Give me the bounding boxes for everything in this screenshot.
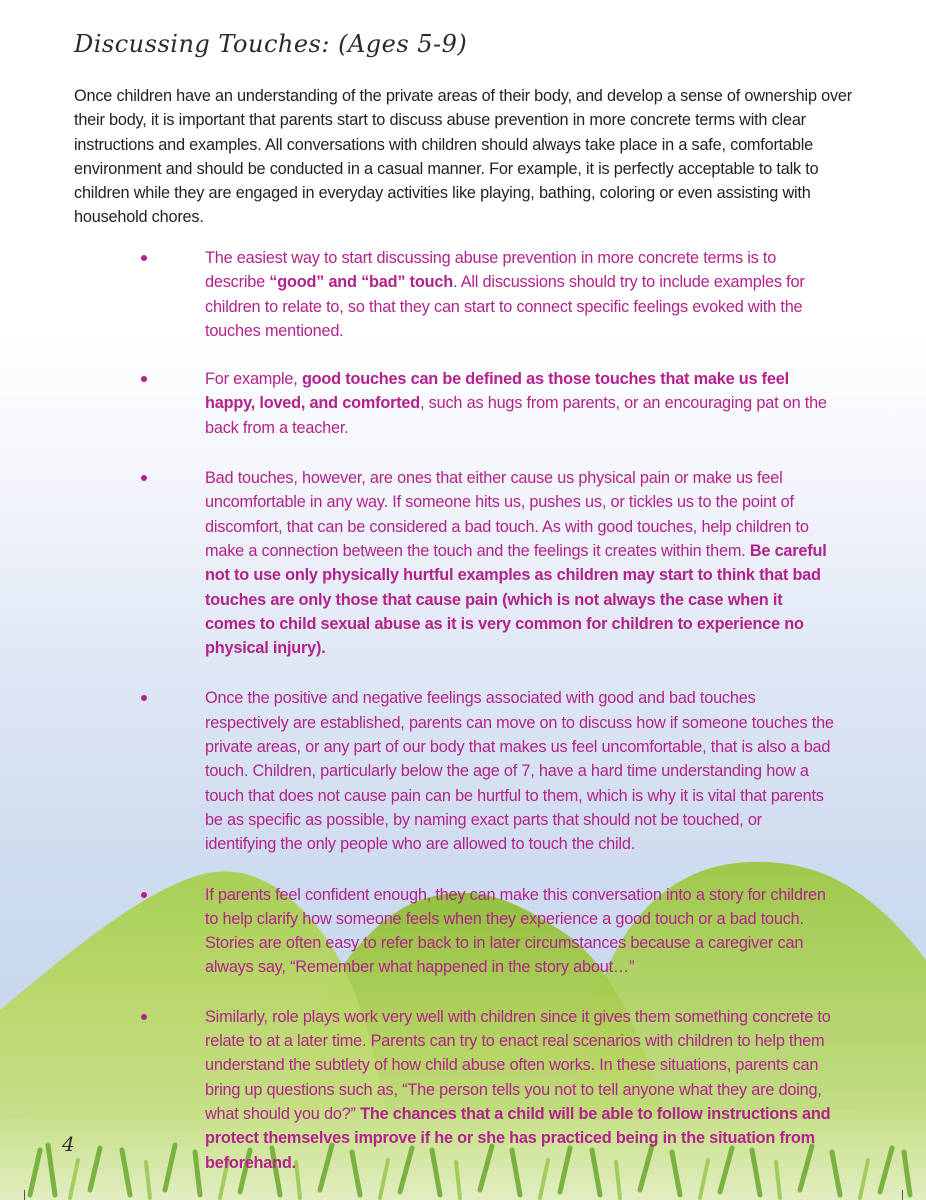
intro-paragraph: Once children have an understanding of the private areas of their body, and develop a sense of ownership over their body, it is important that parents start to discuss abuse prevention in more concrete terms with clear instructions and examples. All conversations with children should always take place in a safe, comfortable environment and should be conducted in a casual manner. For example, it is perfectly acceptable to talk to children while they are engaged in everyday activities like playing, bathing, coloring or even assisting with household chores. xyxy=(74,87,853,227)
crop-mark xyxy=(902,1190,903,1200)
bullet-dot-icon xyxy=(141,892,147,898)
bullet-text: Once the positive and negative feelings associated with good and bad touches respectively are established, parents can move on to discuss how if someone touches the private areas, or any part of our body that makes us feel uncomfortable, that is also a bad touch. Children, particularly below the age of 7, have a hard time understanding how a touch that does not cause pain can be hurtful to them, which is why it is vital that parents be as specific as possible, by naming exact parts that should not be touched, or identifying the only people who are allowed to touch the child. xyxy=(205,689,834,854)
bullet-bold-text: good touches can be defined as those touches that make us feel happy, loved, and comforted xyxy=(205,370,789,413)
bullet-item xyxy=(0,466,837,660)
bullet-list xyxy=(0,246,926,1175)
bullet-text: Bad touches, however, are ones that either cause us physical pain or make us feel uncomfortable in any way. If someone hits us, pushes us, or tickles us to the point of discomfort, that can be considered a bad touch. As with good touches, help children to make a connection between the touch and the feelings it creates within them. xyxy=(205,469,809,560)
bullet-item xyxy=(0,686,837,856)
bullet-dot-icon xyxy=(141,376,147,382)
page-number: 4 xyxy=(62,1132,75,1156)
bullet-dot-icon xyxy=(141,695,147,701)
crop-mark xyxy=(24,1190,25,1200)
bullet-item xyxy=(0,883,837,980)
bullet-dot-icon xyxy=(141,475,147,481)
bullet-bold-text: “good” and “bad” touch xyxy=(269,273,453,292)
bullet-text: The easiest way to start discussing abuse prevention in more concrete terms is to describe xyxy=(205,249,777,292)
bullet-bold-text: Be careful not to use only physically hurtful examples as children may start to think that bad touches are only those that cause pain (which is not always the case when it comes to child sexual abuse as it is very common for children to experience no physical injury). xyxy=(205,541,827,658)
bullet-dot-icon xyxy=(141,1014,147,1020)
bullet-bold-text: The chances that a child will be able to follow instructions and protect themselves improve if he or she has practiced being in the situation from beforehand. xyxy=(205,1104,831,1172)
bullet-item xyxy=(0,1005,837,1175)
bullet-text: If parents feel confident enough, they can make this conversation into a story for children to help clarify how someone feels when they experience a good touch or a bad touch. Stories are often easy to refer back to in later circumstances because a caregiver can always say, “Remember what happened in the story about…” xyxy=(205,885,826,977)
page-title: Discussing Touches: (Ages 5-9) xyxy=(74,30,468,58)
bullet-text: Similarly, role plays work very well with children since it gives them something concrete to relate to at a later time. Parents can try to enact real scenarios with children to help them understand the subtlety of how child abuse often works. In these situations, parents can bring up questions such as, “The person tells you not to tell anyone what they are doing, what should you do?” xyxy=(205,1007,831,1123)
bullet-text: For example, xyxy=(205,370,302,389)
bullet-text: . All discussions should try to include examples for children to relate to, so that they can start to connect specific feelings evoked with the touches mentioned. xyxy=(205,273,805,340)
bullet-item xyxy=(0,367,837,440)
bullet-dot-icon xyxy=(141,255,147,261)
bullet-item xyxy=(0,246,837,343)
bullet-text: , such as hugs from parents, or an encouraging pat on the back from a teacher. xyxy=(205,394,827,437)
